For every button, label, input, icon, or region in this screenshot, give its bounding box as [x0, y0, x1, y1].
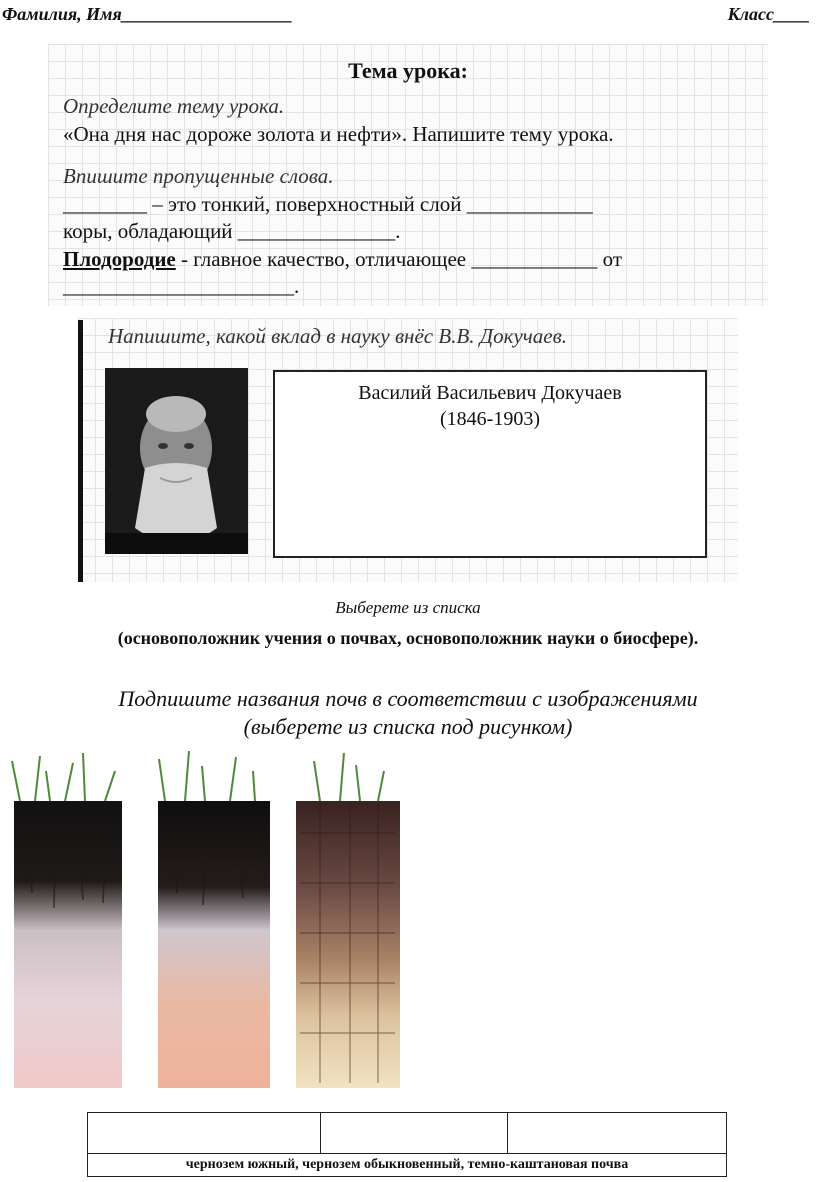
- soil-profiles-illustration-icon: [0, 743, 414, 1088]
- task1-text: «Она дня нас дороже золота и нефти». Напишите тему урока.: [63, 122, 614, 146]
- soil-answer-table: [87, 1112, 727, 1177]
- soil-instruction-line-2: (выберете из списка под рисунком): [243, 714, 573, 739]
- table-row: [88, 1113, 727, 1154]
- choose-options: (основоположник учения о почвах, основоположник науки о биосфере).: [117, 628, 699, 648]
- lesson-title: Тема урока:: [348, 58, 468, 83]
- answer-cell-3[interactable]: [508, 1113, 727, 1154]
- dokuchaev-card: [78, 318, 738, 582]
- term-fertility: Плодородие: [63, 247, 176, 271]
- fill-line-3-rest: - главное качество, отличающее ____________ от: [175, 247, 623, 271]
- fill-line-1: ________ – это тонкий, поверхностный слой ____________: [63, 192, 593, 216]
- scientist-name: Василий Васильевич Докучаев: [358, 382, 622, 404]
- portrait-photo-icon: [105, 368, 248, 554]
- choose-from-list-label: Выберете из списка: [335, 598, 481, 617]
- fill-line-3: [63, 247, 622, 272]
- scientist-years: (1846-1903): [440, 408, 540, 430]
- lesson-topic-card: [48, 44, 768, 306]
- accent-bar: [78, 320, 83, 582]
- answer-cell-1[interactable]: [88, 1113, 321, 1154]
- task2-heading: Впишите пропущенные слова.: [63, 164, 334, 188]
- class-field-label: Класс____: [727, 4, 810, 24]
- soil-instruction: [0, 685, 816, 741]
- name-field-label: Фамилия, Имя___________________: [2, 4, 293, 24]
- soil-instruction-line-1: Подпишите названия почв в соответствии с изображениями: [118, 686, 698, 711]
- dokuchaev-answer-box[interactable]: [273, 370, 707, 558]
- fill-line-4: ______________________.: [63, 274, 300, 298]
- soil-options-footer: чернозем южный, чернозем обыкновенный, темно-каштановая почва: [88, 1154, 727, 1177]
- answer-cell-2[interactable]: [321, 1113, 508, 1154]
- dokuchaev-question: Напишите, какой вклад в науку внёс В.В. Докучаев.: [108, 324, 567, 348]
- fill-line-2: коры, обладающий _______________.: [63, 219, 401, 243]
- table-row: [88, 1154, 727, 1177]
- task1-heading: Определите тему урока.: [63, 94, 285, 118]
